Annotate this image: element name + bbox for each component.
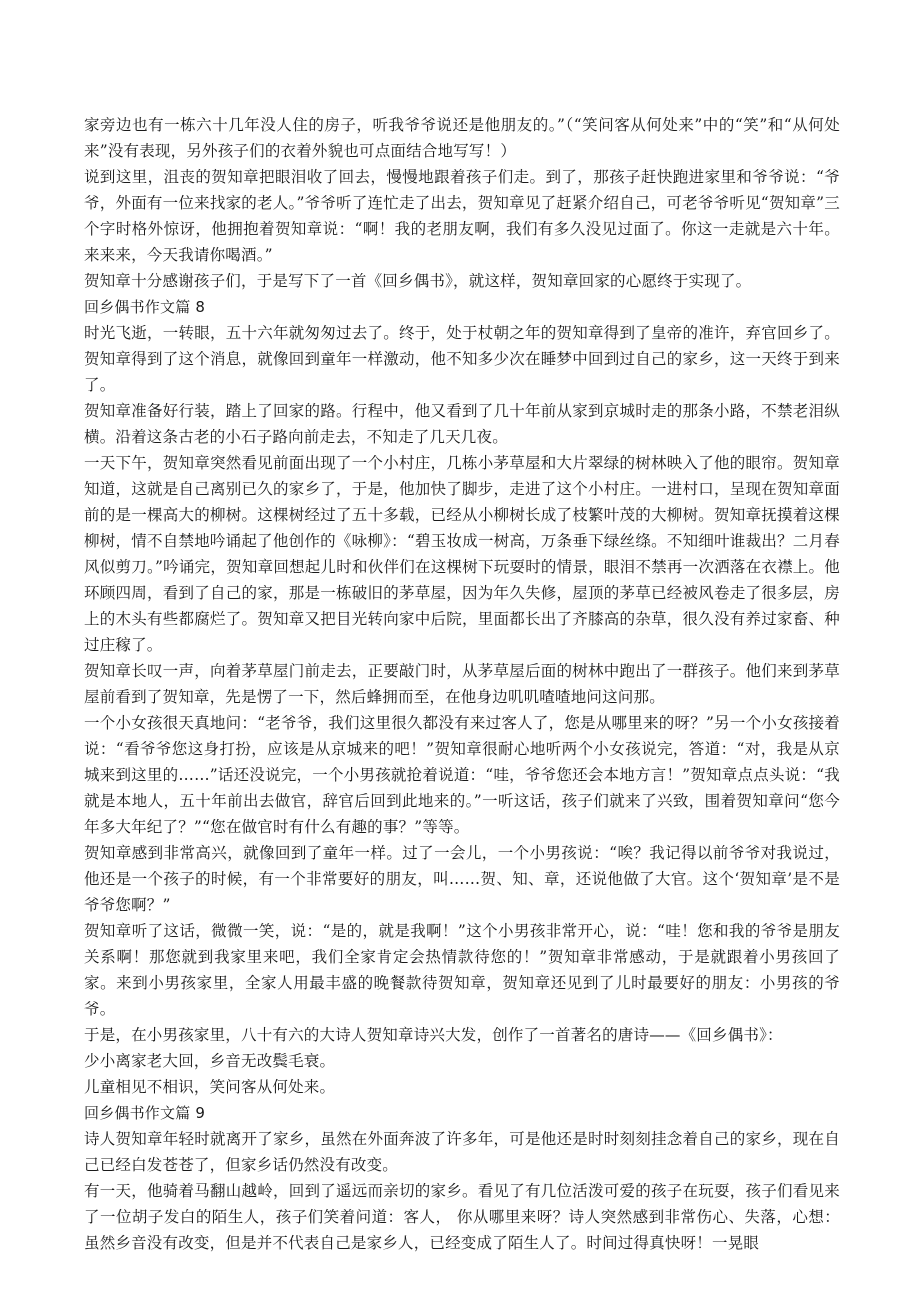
paragraph-10: 贺知章感到非常高兴，就像回到了童年一样。过了一会儿，一个小男孩说：“唉？我记得以前爷爷对我说过，他还是一个孩子的时候，有一个非常要好的朋友，叫……贺、知、章，还说他做了大官。这个‘贺知章’是不是爷爷您啊？” xyxy=(84,844,840,914)
paragraph-2: 说到这里，沮丧的贺知章把眼泪收了回去，慢慢地跟着孩子们走。到了，那孩子赶快跑进家里和爷爷说：“爷爷，外面有一位来找家的老人。”爷爷听了连忙走了出去，贺知章见了赶紧介绍自己，可老爷爷听见“贺知章”三个字时格外惊讶，他拥抱着贺知章说：“啊！我的老朋友啊，我们有多久没见过面了。你这一走就是六十年。来来来，今天我请你喝酒。” xyxy=(84,168,840,264)
paragraph-16: 诗人贺知章年轻时就离开了家乡，虽然在外面奔波了许多年，可是他还是时时刻刻挂念着自己的家乡，现在自己已经白发苍苍了，但家乡话仍然没有改变。 xyxy=(84,1130,840,1174)
document-page xyxy=(84,112,840,1256)
section-heading-8: 回乡偶书作文篇 8 xyxy=(84,298,206,316)
paragraph-5: 时光飞逝，一转眼，五十六年就匆匆过去了。终于，处于杖朝之年的贺知章得到了皇帝的准许，弃官回乡了。贺知章得到了这个消息，就像回到童年一样激动，他不知多少次在睡梦中回到过自己的家乡，这一天终于到来了。 xyxy=(84,324,840,394)
paragraph-12: 于是，在小男孩家里，八十有六的大诗人贺知章诗兴大发，创作了一首著名的唐诗——《回乡偶书》： xyxy=(84,1026,783,1044)
paragraph-9: 一个小女孩很天真地问：“老爷爷，我们这里很久都没有来过客人了，您是从哪里来的呀？”另一个小女孩接着说：“看爷爷您这身打扮，应该是从京城来的吧！”贺知章很耐心地听两个小女孩说完，答道：“对，我是从京城来到这里的……”话还没说完，一个小男孩就抢着说道：“哇，爷爷您还会本地方言！”贺知章点点头说：“我就是本地人，五十年前出去做官，辞官后回到此地来的。”一听这话，孩子们就来了兴致，围着贺知章问“您今年多大年纪了？”“您在做官时有什么有趣的事？”等等。 xyxy=(84,714,840,836)
paragraph-11: 贺知章听了这话，微微一笑，说：“是的，就是我啊！”这个小男孩非常开心，说：“哇！您和我的爷爷是朋友关系啊！那您就到我家里来吧，我们全家肯定会热情款待您的！”贺知章非常感动，于是就跟着小男孩回了家。来到小男孩家里，全家人用最丰盛的晚餐款待贺知章，贺知章还见到了儿时最要好的朋友：小男孩的爷爷。 xyxy=(84,922,840,1018)
paragraph-7: 一天下午，贺知章突然看见前面出现了一个小村庄，几栋小茅草屋和大片翠绿的树林映入了他的眼帘。贺知章知道，这就是自己离别已久的家乡了，于是，他加快了脚步，走进了这个小村庄。一进村口，呈现在贺知章面前的是一棵高大的柳树。这棵树经过了五十多载，已经从小柳树长成了枝繁叶茂的大柳树。贺知章抚摸着这棵柳树，情不自禁地吟诵起了他创作的《咏柳》：“碧玉妆成一树高，万条垂下绿丝绦。不知细叶谁裁出？二月春风似剪刀。”吟诵完，贺知章回想起儿时和伙伴们在这棵树下玩耍时的情景，眼泪不禁再一次洒落在衣襟上。他环顾四周，看到了自己的家，那是一栋破旧的茅草屋，因为年久失修，屋顶的茅草已经被风卷走了很多层，房上的木头有些都腐烂了。贺知章又把目光转向家中后院，里面都长出了齐膝高的杂草，很久没有养过家畜、种过庄稼了。 xyxy=(84,454,840,654)
paragraph-3: 贺知章十分感谢孩子们，于是写下了一首《回乡偶书》，就这样，贺知章回家的心愿终于实现了。 xyxy=(84,272,752,290)
poem-line-2: 儿童相见不相识，笑问客从何处来。 xyxy=(84,1078,336,1096)
paragraph-1: 家旁边也有一栋六十几年没人住的房子，听我爷爷说还是他朋友的。”（“笑问客从何处来”中的“笑”和“从何处来”没有表现，另外孩子们的衣着外貌也可点面结合地写写！） xyxy=(84,116,840,160)
paragraph-8: 贺知章长叹一声，向着茅草屋门前走去，正要敲门时，从茅草屋后面的树林中跑出了一群孩子。他们来到茅草屋前看到了贺知章，先是愣了一下，然后蜂拥而至，在他身边叽叽喳喳地问这问那。 xyxy=(84,662,840,706)
paragraph-6: 贺知章准备好行装，踏上了回家的路。行程中，他又看到了几十年前从家到京城时走的那条小路，不禁老泪纵横。沿着这条古老的小石子路向前走去，不知走了几天几夜。 xyxy=(84,402,840,446)
section-heading-9: 回乡偶书作文篇 9 xyxy=(84,1104,206,1122)
poem-line-1: 少小离家老大回，乡音无改鬓毛衰。 xyxy=(84,1052,336,1070)
paragraph-17: 有一天，他骑着马翻山越岭，回到了遥远而亲切的家乡。看见了有几位活泼可爱的孩子在玩耍，孩子们看见来了一位胡子发白的陌生人，孩子们笑着问道：客人， 你从哪里来呀？诗人突然感到非常伤心、失落，心想：虽然乡音没有改变，但是并不代表自己是家乡人，已经变成了陌生人了。时间过得真快呀！一晃眼 xyxy=(84,1182,840,1252)
